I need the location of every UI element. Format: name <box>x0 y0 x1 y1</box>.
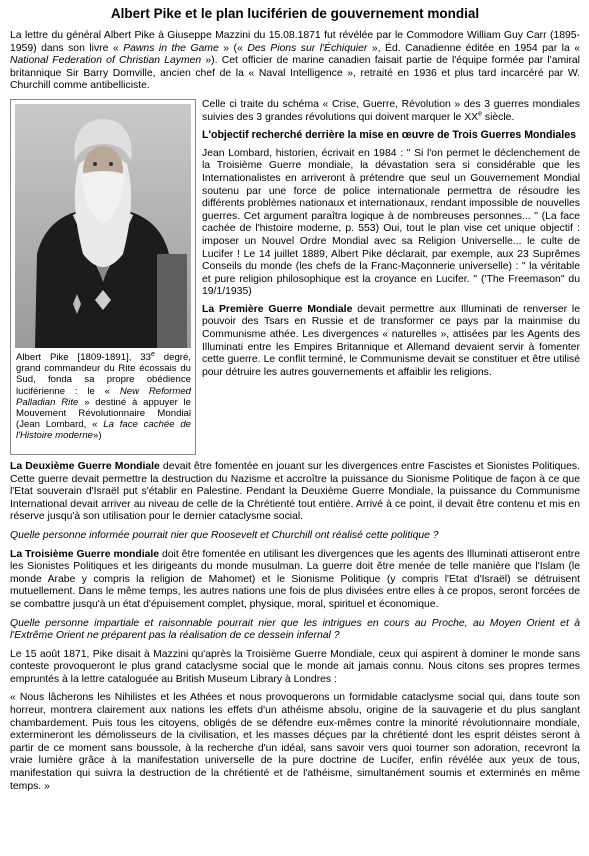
letter-intro-paragraph: Le 15 août 1871, Pike disait à Mazzini qu'après la Troisième Guerre Mondiale, ceux qui aspirent à dominer le monde sans conteste provoqueront le plus grand cataclysme social que le monde ait jamais connu. Nous citons ses propres termes empruntés à la lettre cataloguée au British Museum Library à Londres : <box>10 648 580 685</box>
caption-text-4: ») <box>93 430 102 442</box>
first-war-label: La Première Guerre Mondiale <box>202 303 353 315</box>
right-column <box>202 99 580 384</box>
schema-paragraph <box>202 99 580 124</box>
intro-text-4: »). Cet officier de marine canadien faisait partie de l'équipe formée par l'amiral britannique Sir Barry Domville, ancien chef de la « Naval Intelligence », retraité en 1936 et plus tard incarcéré par W. Churchill comme antibelliciste. <box>10 55 580 92</box>
second-war-text: devait être fomentée en jouant sur les divergences entre Fascistes et Sionistes Politiques. Cette guerre devait permettre la destruction du Nazisme et accroître la puissance du Sionisme Politique de façon à ce que l'Etat souverain d'Israël put s'établir en Palestine. Pendant la Deuxième Guerre Mondiale, la puissance du Communisme International devait arriver au niveau de celle de la Chrétienté tout entière. Arrivé à ce point, il devait être contenu et mis en réserve jusqu'à son utilisation pour le dernier cataclysme social. <box>10 460 581 523</box>
question-2: Quelle personne impartiale et raisonnable pourrait nier que les intrigues en cours au Proche, au Moyen Orient et à l'Extrême Orient ne préparent pas la réalisation de ce dessein infernal ? <box>10 617 580 642</box>
portrait-caption <box>16 352 191 442</box>
intro-book-title: Pawns in the Game <box>123 42 219 54</box>
page-title: Albert Pike et le plan luciférien de gouvernement mondial <box>110 6 480 21</box>
intro-paragraph <box>10 30 580 93</box>
century-sup: e <box>478 110 482 118</box>
portrait-image <box>15 104 191 348</box>
lombard-paragraph: Jean Lombard, historien, écrivait en 1984 : " Si l'on permet le déclenchement de la Troisième Guerre mondiale, la dévastation sera si considérable que les Internationalistes en arriveront à prétendre que seul un Gouvernement Mondial soutenu par une force de police internationale permettra de résoudre les différents problèmes nationaux et internationaux, rendant impossible de nouvelles guerres. Cet argument paraîtra logique à de nombreuses personnes... " (La face cachée de l'histoire moderne, p. 553) Oui, tout le plan vise cet unique objectif : imposer un Nouvel Ordre Mondial avec sa Religion Universelle... le culte de Lucifer ! Le 14 juillet 1889, Albert Pike déclarait, par exemple, aux 23 Suprêmes Conseils du monde (les chefs de la Franc-Maçonnerie universelle) : " la véritable et pure religion philosophique est la croyance en Lucifer. " ('The Freemason" du 19/1/1935) <box>202 147 580 298</box>
question-1: Quelle personne informée pourrait nier que Roosevelt et Churchill ont réalisé cette politique ? <box>10 529 439 541</box>
figure-and-column <box>10 99 580 455</box>
first-war-text: devait permettre aux Illuminati de renverser le pouvoir des Tsars en Russie et de transformer ce pays par la mainmise du Communisme athée. Les divergences « naturelles », attisées par les Agents des Illuminati entre les Empires Britannique et Allemand devaient servir à fomenter cette guerre. Le conflit terminé, le Communisme devait se constituer et être utilisé pour détruire les autres gouvernements et affaiblir les religions. <box>202 303 581 378</box>
caption-rite-name: New Reformed Palladian Rite <box>16 385 192 408</box>
intro-text-3: », Éd. Canadienne éditée en 1954 par la « <box>371 42 581 54</box>
second-war-label: La Deuxième Guerre Mondiale <box>10 460 160 472</box>
second-war-paragraph <box>10 461 580 524</box>
third-war-paragraph <box>10 549 580 612</box>
third-war-label: La Troisième Guerre mondiale <box>10 548 160 560</box>
schema-text-end: siècle. <box>484 111 515 123</box>
document-page <box>10 6 580 793</box>
third-war-text: doit être fomentée en utilisant les divergences que les agents des Illuminati attiseront entre les Sionistes Politiques et les dirigeants du monde musulman. La guerre doit être menée de telle manière que l'Islam (le monde Arabe y compris la religion de Mahomet) et le Sionisme Politique (y compris l'Etat d'Israël) se détruisent mutuellement. Dans le même temps, les autres nations une fois de plus divisées entre elles à ce propos, seront forcées de se combattre jusqu'à un état d'épuisement complet, physique, moral, spirituel et économique. <box>10 548 580 610</box>
intro-book-title-fr: Des Pions sur l'Échiquier <box>247 42 368 54</box>
schema-text: Celle ci traite du schéma « Crise, Guerre, Révolution » des 3 guerres mondiales suivies des 3 grandes révolutions qui doivent marquer le XX <box>202 98 580 123</box>
first-war-paragraph <box>202 304 580 380</box>
section-heading: L'objectif recherché derrière la mise en œuvre de Trois Guerres Mondiales <box>202 129 577 142</box>
letter-quote-paragraph: « Nous lâcherons les Nihilistes et les Athées et nous provoquerons un formidable cataclysme social qui, dans toute son horreur, montrera clairement aux nations les effets d'un athéisme absolu, origine de la sauvagerie et du plus sanglant chambardement. Puis tous les citoyens, obligés de se défendre eux-mêmes contre la minorité révolutionnaire mondiale, extermineront les démolisseurs de la civilisation, et les masses déçues par la chrétienté dont les esprit déistes seront à partir de ce moment sans boussole, à la recherche d'un idéal, sans savoir vers quoi tourner son adoration, recevront la vraie lumière grâce à la manifestation universelle de la pure doctrine de Lucifer, enfin révélée aux yeux de tous, manifestation qui suivra la destruction de la chrétienté et de l'athéisme, simultanément soumis et exterminés en même temps. » <box>10 692 580 792</box>
portrait-figure <box>10 99 196 455</box>
caption-book-title: La face cachée de l'Histoire moderne <box>16 419 191 442</box>
caption-sup: e <box>150 350 155 358</box>
caption-text-2: degré, grand commandeur du Rite écossais du Sud, fonda sa propre obédience luciférienne : le « <box>16 351 191 397</box>
intro-text-2: » (« <box>223 42 243 54</box>
caption-text-1: Albert Pike [1809-1891], 33 <box>16 351 151 363</box>
caption-text-3: » destiné à appuyer le Mouvement Révolutionnaire Mondial (Jean Lombard, « <box>16 396 192 431</box>
portrait-photo <box>15 104 191 348</box>
intro-text-1: La lettre du général Albert Pike à Giuseppe Mazzini du 15.08.1871 fut révélée par le Commodore William Guy Carr (1895-1959) dans son livre « <box>10 30 580 54</box>
intro-publisher: National Federation of Christian Laymen <box>10 55 202 67</box>
main-body <box>10 461 580 793</box>
